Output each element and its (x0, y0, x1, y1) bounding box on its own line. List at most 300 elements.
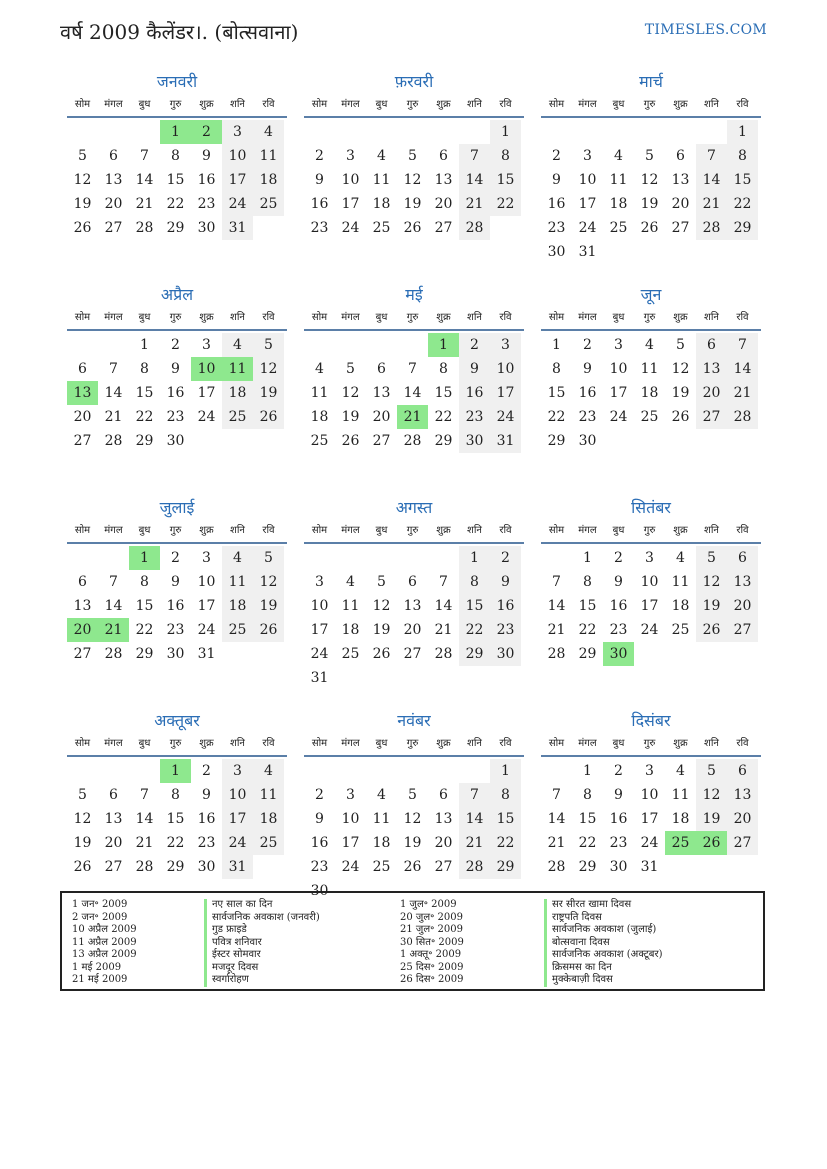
day-cell: 18 (640, 385, 659, 401)
empty-cell (335, 759, 366, 783)
day-cell: 6 (439, 148, 448, 164)
day-cell: 6 (439, 787, 448, 803)
day-cell: 19 (403, 196, 422, 212)
day-cell: 24 (578, 220, 597, 236)
day-cell: 22 (578, 835, 597, 851)
day-cell: 20 (671, 196, 690, 212)
day-cell: 23 (166, 622, 185, 638)
day-cell: 16 (166, 598, 185, 614)
day-cell: 4 (253, 759, 284, 783)
weekday-header (67, 94, 287, 118)
holiday-date: 30 सित॰ 2009 (400, 936, 464, 948)
day-cell: 13 (403, 598, 422, 614)
weekday-label: शनि (230, 525, 245, 536)
day-cell: 3 (346, 148, 355, 164)
day-cell: 26 (403, 859, 422, 875)
day-cell: 27 (727, 618, 758, 642)
month-title: मई (405, 285, 423, 304)
holiday-day-cell: 30 (603, 642, 634, 666)
empty-cell (366, 759, 397, 783)
day-cell: 5 (696, 546, 727, 570)
day-cell: 30 (578, 433, 597, 449)
weekday-label: सोम (548, 738, 565, 749)
day-cell: 18 (222, 381, 253, 405)
day-cell: 15 (166, 172, 185, 188)
day-cell: 25 (372, 220, 391, 236)
day-cell: 8 (140, 574, 149, 590)
day-grid (304, 759, 524, 903)
holiday-day-cell: 25 (665, 831, 696, 855)
day-cell: 22 (135, 622, 154, 638)
holiday-date: 1 अक्तू॰ 2009 (400, 949, 462, 960)
weekday-label: सोम (311, 525, 328, 536)
day-cell: 7 (140, 787, 149, 803)
day-cell: 5 (696, 759, 727, 783)
day-cell: 27 (73, 646, 92, 662)
day-cell: 29 (727, 216, 758, 240)
day-cell: 11 (609, 172, 628, 188)
day-grid (541, 546, 761, 666)
day-cell: 11 (372, 172, 391, 188)
weekday-label: शनि (230, 99, 245, 110)
day-cell: 14 (135, 811, 154, 827)
weekday-label: सोम (74, 312, 91, 323)
weekday-label: गुरु (406, 312, 419, 323)
holiday-date: 25 दिस॰ 2009 (400, 961, 464, 973)
weekday-label: शनि (467, 525, 482, 536)
empty-cell (634, 120, 665, 144)
day-cell: 1 (490, 120, 521, 144)
day-cell: 23 (609, 835, 628, 851)
day-grid (67, 333, 287, 453)
day-cell: 6 (676, 148, 685, 164)
weekday-label: सोम (548, 99, 565, 110)
weekday-label: शुक्र (436, 738, 451, 749)
day-cell: 24 (341, 859, 360, 875)
empty-cell (304, 759, 335, 783)
day-cell: 7 (109, 574, 118, 590)
day-cell: 19 (403, 835, 422, 851)
day-cell: 1 (552, 337, 561, 353)
day-cell: 18 (372, 835, 391, 851)
months-grid (67, 70, 761, 904)
day-cell: 31 (197, 646, 216, 662)
holiday-day-cell: 1 (428, 333, 459, 357)
empty-cell (67, 759, 98, 783)
holiday-dates-right (400, 899, 464, 987)
day-cell: 14 (104, 385, 123, 401)
day-cell: 15 (727, 168, 758, 192)
day-cell: 16 (578, 385, 597, 401)
day-cell: 3 (645, 550, 654, 566)
weekday-label: बुध (138, 99, 151, 110)
day-grid (541, 759, 761, 879)
weekday-label: सोम (548, 312, 565, 323)
day-cell: 2 (202, 763, 211, 779)
day-cell: 28 (135, 859, 154, 875)
day-cell: 6 (78, 574, 87, 590)
weekday-label: गुरु (406, 738, 419, 749)
day-cell: 13 (104, 811, 123, 827)
day-cell: 23 (609, 622, 628, 638)
weekday-label: मंगल (341, 312, 360, 323)
day-cell: 1 (140, 337, 149, 353)
holiday-name: सार्वजनिक अवकाश (जनवरी) (204, 912, 320, 925)
day-cell: 24 (222, 831, 253, 855)
day-cell: 11 (341, 598, 360, 614)
day-cell: 26 (253, 405, 284, 429)
day-cell: 18 (253, 168, 284, 192)
weekday-label: मंगल (578, 525, 597, 536)
weekday-label: सोम (74, 99, 91, 110)
weekday-label: रवि (262, 525, 275, 536)
day-cell: 24 (310, 646, 329, 662)
month-title: जुलाई (159, 498, 195, 517)
day-cell: 10 (197, 574, 216, 590)
holiday-day-cell: 10 (191, 357, 222, 381)
day-cell: 15 (135, 598, 154, 614)
holiday-date: 21 जुल॰ 2009 (400, 924, 463, 935)
holiday-name: सार्वजनिक अवकाश (जुलाई) (544, 924, 663, 937)
day-cell: 25 (253, 192, 284, 216)
day-cell: 17 (640, 811, 659, 827)
day-cell: 16 (609, 811, 628, 827)
day-cell: 17 (341, 835, 360, 851)
day-cell: 31 (222, 855, 253, 879)
holiday-day-cell: 21 (98, 618, 129, 642)
day-cell: 29 (434, 433, 453, 449)
day-cell: 26 (696, 618, 727, 642)
day-cell: 11 (671, 574, 690, 590)
day-cell: 20 (696, 381, 727, 405)
day-cell: 17 (640, 598, 659, 614)
holiday-day-cell: 21 (397, 405, 428, 429)
day-grid (67, 546, 287, 666)
weekday-label: शुक्र (673, 738, 688, 749)
day-cell: 3 (490, 333, 521, 357)
day-cell: 24 (490, 405, 521, 429)
day-cell: 30 (459, 429, 490, 453)
holiday-name: सर सीरत खामा दिवस (544, 899, 663, 912)
day-cell: 14 (547, 811, 566, 827)
weekday-label: बुध (612, 312, 625, 323)
day-cell: 11 (310, 385, 329, 401)
day-cell: 14 (547, 598, 566, 614)
day-cell: 10 (640, 787, 659, 803)
day-cell: 16 (310, 835, 329, 851)
day-cell: 21 (459, 192, 490, 216)
day-cell: 18 (310, 409, 329, 425)
empty-cell (67, 333, 98, 357)
day-cell: 25 (253, 831, 284, 855)
day-grid (67, 759, 287, 879)
day-cell: 31 (222, 216, 253, 240)
day-cell: 22 (135, 409, 154, 425)
weekday-label: गुरु (406, 99, 419, 110)
weekday-label: बुध (612, 525, 625, 536)
day-cell: 10 (341, 172, 360, 188)
empty-cell (304, 546, 335, 570)
day-cell: 12 (696, 783, 727, 807)
day-cell: 11 (253, 144, 284, 168)
holiday-day-cell: 26 (696, 831, 727, 855)
day-cell: 23 (578, 409, 597, 425)
holiday-name: नए साल का दिन (204, 899, 320, 912)
day-cell: 29 (166, 220, 185, 236)
day-cell: 19 (253, 594, 284, 618)
day-cell: 29 (578, 859, 597, 875)
day-cell: 30 (310, 883, 329, 899)
day-cell: 26 (73, 220, 92, 236)
weekday-header (67, 307, 287, 331)
weekday-label: शनि (704, 738, 719, 749)
holiday-names-left (204, 899, 320, 987)
day-cell: 17 (197, 598, 216, 614)
month-title: नवंबर (397, 711, 431, 730)
day-cell: 18 (671, 811, 690, 827)
day-cell: 14 (696, 168, 727, 192)
day-cell: 19 (696, 807, 727, 831)
day-cell: 21 (727, 381, 758, 405)
day-cell: 27 (104, 859, 123, 875)
day-cell: 27 (671, 220, 690, 236)
day-cell: 20 (727, 807, 758, 831)
day-cell: 20 (403, 622, 422, 638)
weekday-label: शुक्र (436, 525, 451, 536)
day-cell: 21 (696, 192, 727, 216)
weekday-label: बुध (375, 525, 388, 536)
day-cell: 28 (547, 859, 566, 875)
holiday-dates-left (72, 899, 137, 987)
day-cell: 15 (578, 598, 597, 614)
day-cell: 3 (202, 337, 211, 353)
weekday-label: मंगल (104, 312, 123, 323)
day-cell: 5 (346, 361, 355, 377)
empty-cell (696, 120, 727, 144)
holiday-date: 21 मई 2009 (72, 974, 128, 985)
weekday-label: मंगल (104, 738, 123, 749)
day-cell: 2 (552, 148, 561, 164)
day-cell: 26 (671, 409, 690, 425)
day-cell: 12 (372, 598, 391, 614)
day-cell: 23 (459, 405, 490, 429)
weekday-label: सोम (74, 738, 91, 749)
day-cell: 22 (166, 196, 185, 212)
weekday-label: रवि (736, 525, 749, 536)
day-cell: 31 (490, 429, 521, 453)
month-title: जनवरी (156, 72, 198, 91)
day-cell: 6 (78, 361, 87, 377)
weekday-label: शनि (704, 525, 719, 536)
day-grid (541, 333, 761, 453)
empty-cell (541, 120, 572, 144)
holiday-name: मुक्केबाज़ी दिवस (544, 974, 663, 987)
day-cell: 27 (403, 646, 422, 662)
empty-cell (335, 120, 366, 144)
day-cell: 4 (222, 546, 253, 570)
day-cell: 5 (253, 333, 284, 357)
month-calendar (541, 496, 761, 691)
day-cell: 2 (315, 787, 324, 803)
day-cell: 23 (166, 409, 185, 425)
day-cell: 27 (434, 220, 453, 236)
day-cell: 25 (671, 622, 690, 638)
site-link[interactable]: TIMESLES.COM (644, 22, 767, 38)
day-cell: 24 (341, 220, 360, 236)
weekday-label: गुरु (169, 312, 182, 323)
holiday-list (60, 891, 765, 991)
holiday-day-cell: 1 (160, 759, 191, 783)
day-cell: 4 (377, 148, 386, 164)
day-cell: 16 (547, 196, 566, 212)
day-cell: 9 (459, 357, 490, 381)
holiday-name: गुड फ्राइडे (204, 924, 320, 937)
holiday-day-cell: 11 (222, 357, 253, 381)
day-cell: 8 (140, 361, 149, 377)
day-cell: 2 (459, 333, 490, 357)
weekday-label: मंगल (341, 99, 360, 110)
weekday-label: रवि (262, 738, 275, 749)
day-cell: 12 (403, 811, 422, 827)
day-cell: 27 (104, 220, 123, 236)
day-cell: 6 (109, 148, 118, 164)
day-cell: 25 (222, 618, 253, 642)
weekday-header (304, 307, 524, 331)
day-cell: 6 (377, 361, 386, 377)
weekday-header (541, 520, 761, 544)
day-cell: 17 (222, 807, 253, 831)
day-cell: 23 (310, 220, 329, 236)
day-cell: 8 (490, 783, 521, 807)
weekday-label: बुध (375, 312, 388, 323)
weekday-label: मंगल (341, 738, 360, 749)
day-cell: 1 (583, 550, 592, 566)
day-cell: 22 (578, 622, 597, 638)
day-cell: 2 (614, 550, 623, 566)
holiday-day-cell: 1 (160, 120, 191, 144)
weekday-label: सोम (548, 525, 565, 536)
day-cell: 27 (73, 433, 92, 449)
day-cell: 3 (315, 574, 324, 590)
day-cell: 14 (135, 172, 154, 188)
empty-cell (459, 759, 490, 783)
holiday-day-cell: 20 (67, 618, 98, 642)
day-cell: 1 (727, 120, 758, 144)
holiday-day-cell: 2 (191, 120, 222, 144)
day-cell: 12 (671, 361, 690, 377)
day-cell: 29 (135, 646, 154, 662)
weekday-label: सोम (311, 312, 328, 323)
month-calendar (541, 709, 761, 904)
day-cell: 14 (459, 807, 490, 831)
day-cell: 30 (197, 220, 216, 236)
holiday-name: पवित्र शनिवार (204, 937, 320, 950)
day-cell: 12 (403, 172, 422, 188)
weekday-label: गुरु (643, 525, 656, 536)
day-cell: 13 (671, 172, 690, 188)
day-cell: 9 (315, 172, 324, 188)
day-cell: 26 (640, 220, 659, 236)
day-cell: 13 (104, 172, 123, 188)
day-cell: 26 (403, 220, 422, 236)
day-cell: 4 (614, 148, 623, 164)
day-cell: 11 (253, 783, 284, 807)
weekday-label: शनि (230, 738, 245, 749)
weekday-label: बुध (375, 738, 388, 749)
day-cell: 9 (490, 570, 521, 594)
day-cell: 20 (104, 835, 123, 851)
day-cell: 10 (341, 811, 360, 827)
day-cell: 7 (727, 333, 758, 357)
day-cell: 8 (552, 361, 561, 377)
day-cell: 10 (222, 144, 253, 168)
day-cell: 23 (547, 220, 566, 236)
weekday-label: शनि (467, 99, 482, 110)
day-cell: 24 (197, 409, 216, 425)
weekday-label: मंगल (578, 99, 597, 110)
day-cell: 15 (135, 385, 154, 401)
empty-cell (304, 120, 335, 144)
empty-cell (129, 120, 160, 144)
weekday-label: शुक्र (199, 525, 214, 536)
day-grid (67, 120, 287, 240)
weekday-header (541, 733, 761, 757)
day-cell: 8 (171, 787, 180, 803)
month-title: जून (640, 285, 662, 304)
day-cell: 30 (166, 433, 185, 449)
day-cell: 14 (104, 598, 123, 614)
weekday-label: गुरु (643, 738, 656, 749)
day-cell: 15 (166, 811, 185, 827)
month-title: मार्च (639, 72, 663, 91)
day-cell: 29 (578, 646, 597, 662)
day-cell: 28 (547, 646, 566, 662)
day-cell: 19 (253, 381, 284, 405)
empty-cell (665, 120, 696, 144)
day-cell: 5 (377, 574, 386, 590)
month-title: सितंबर (631, 498, 671, 517)
day-cell: 27 (372, 433, 391, 449)
month-calendar (304, 496, 524, 691)
empty-cell (304, 333, 335, 357)
day-cell: 25 (372, 859, 391, 875)
day-cell: 5 (645, 148, 654, 164)
day-cell: 26 (341, 433, 360, 449)
weekday-label: मंगल (104, 99, 123, 110)
day-cell: 24 (640, 835, 659, 851)
month-title: फ़रवरी (394, 72, 434, 91)
empty-cell (98, 759, 129, 783)
empty-cell (541, 546, 572, 570)
day-cell: 3 (614, 337, 623, 353)
day-cell: 17 (341, 196, 360, 212)
day-cell: 30 (197, 859, 216, 875)
day-cell: 17 (222, 168, 253, 192)
day-cell: 22 (490, 831, 521, 855)
day-cell: 18 (253, 807, 284, 831)
day-cell: 13 (73, 598, 92, 614)
weekday-label: सोम (74, 525, 91, 536)
day-cell: 24 (222, 192, 253, 216)
day-cell: 21 (135, 835, 154, 851)
day-cell: 20 (372, 409, 391, 425)
day-cell: 30 (547, 244, 566, 260)
day-cell: 26 (73, 859, 92, 875)
weekday-label: मंगल (578, 738, 597, 749)
day-cell: 2 (315, 148, 324, 164)
day-cell: 14 (727, 357, 758, 381)
holiday-date: 13 अप्रैल 2009 (72, 949, 137, 960)
